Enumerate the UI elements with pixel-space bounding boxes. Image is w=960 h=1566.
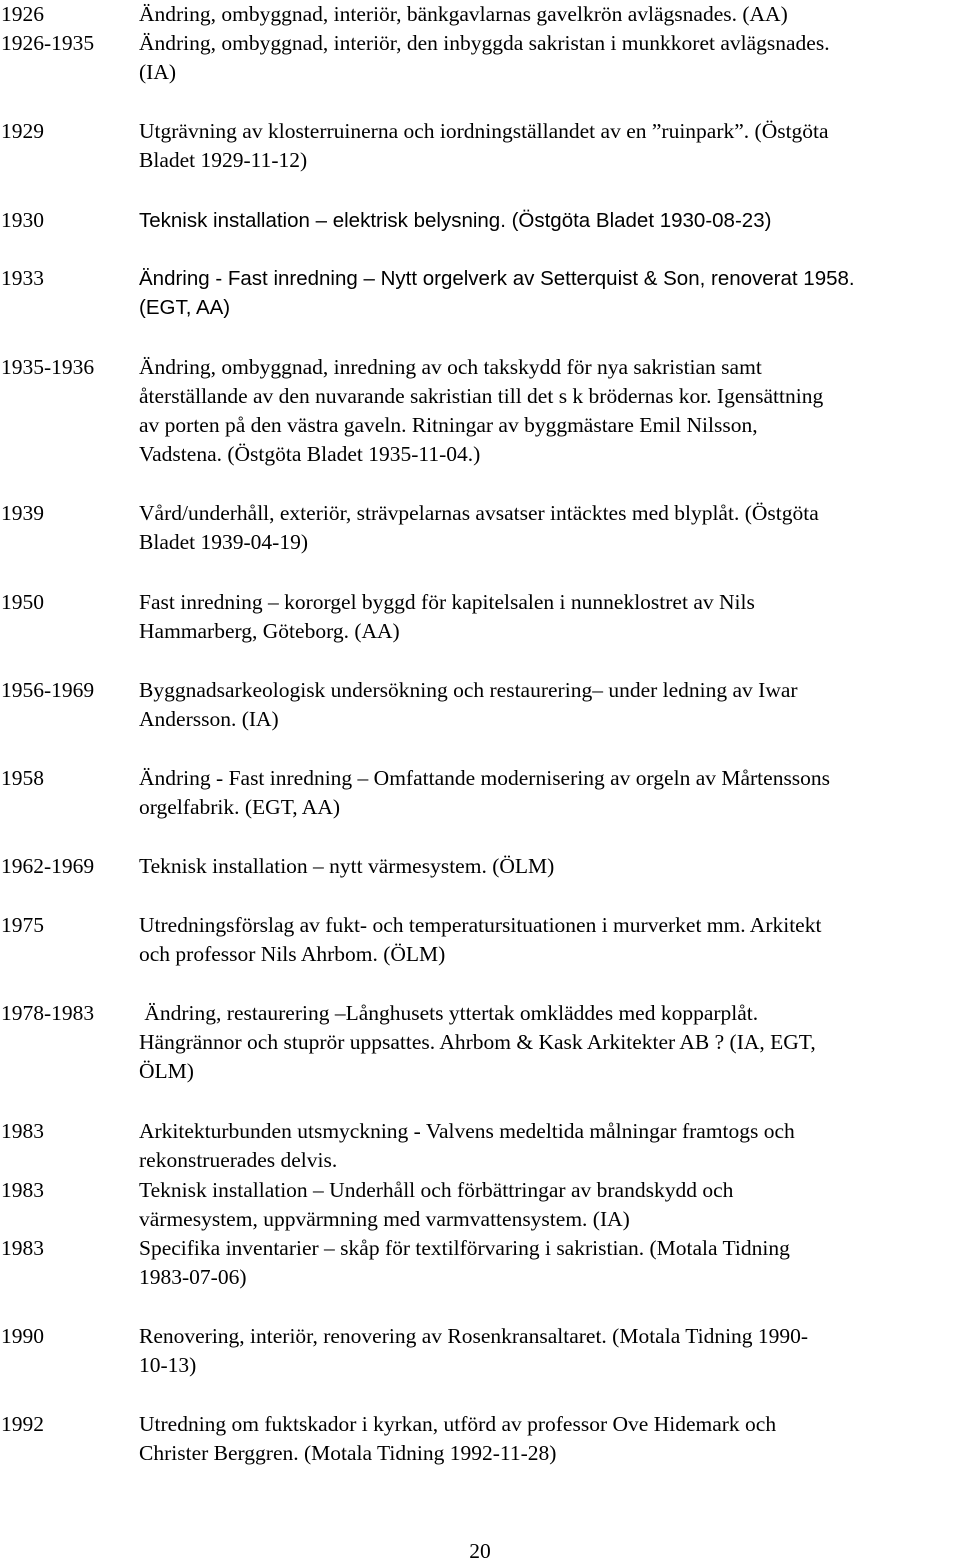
entry-line: Ändring, restaurering –Långhusets yttertak omkläddes med kopparplåt. [139,1001,759,1025]
entry-year: 1962-1969 [1,854,95,878]
entry-text [139,1234,959,1292]
entry-year: 1983 [1,1119,44,1143]
entry-line: Ändring, ombyggnad, inredning av och takskydd för nya sakristian samt [139,355,762,379]
entry-year: 1983 [1,1236,44,1260]
entry-line: rekonstruerades delvis. [139,1148,338,1172]
entry-text [139,117,959,175]
entry-year: 1990 [1,1324,44,1348]
entry-line: (EGT, AA) [139,296,231,319]
entry-text [139,1117,959,1175]
entry-line: Fast inredning – kororgel byggd för kapitelsalen i nunneklostret av Nils [139,590,755,614]
entry-line: Ändring - Fast inredning – Nytt orgelverk av Setterquist & Son, renoverat 1958. [139,267,855,290]
entry-year: 1958 [1,766,44,790]
entry-line: Andersson. (IA) [139,707,279,731]
entry-line: Ändring, ombyggnad, interiör, bänkgavlarnas gavelkrön avlägsnades. (AA) [139,2,788,26]
entry-year: 1950 [1,590,44,614]
entry-line: 10-13) [139,1353,197,1377]
entry-year: 1983 [1,1178,44,1202]
entry-line: Bladet 1929-11-12) [139,148,308,172]
entry-text [139,264,959,322]
entry-year: 1930 [1,208,44,232]
entry-line: återställande av den nuvarande sakristian till det s k brödernas kor. Igensättning [139,384,824,408]
entry-line: värmesystem, uppvärmning med varmvattensystem. (IA) [139,1207,630,1231]
entry-line: Specifika inventarier – skåp för textilförvaring i sakristian. (Motala Tidning [139,1236,790,1260]
entry-line: Arkitekturbunden utsmyckning - Valvens medeltida målningar framtogs och [139,1119,795,1143]
entry-text [139,764,959,822]
entry-line: orgelfabrik. (EGT, AA) [139,795,341,819]
entry-line: Renovering, interiör, renovering av Rosenkransaltaret. (Motala Tidning 1990- [139,1324,809,1348]
entry-text [139,676,959,734]
entry-line: Ändring, ombyggnad, interiör, den inbyggda sakristan i munkkoret avlägsnades. [139,31,830,55]
entry-year: 1926 [1,2,44,26]
entry-line: (IA) [139,60,177,84]
entry-text [139,206,959,235]
entry-line: Byggnadsarkeologisk undersökning och restaurering– under ledning av Iwar [139,678,798,702]
entry-line: av porten på den västra gaveln. Ritningar av byggmästare Emil Nilsson, [139,413,758,437]
entry-year: 1935-1936 [1,355,95,379]
entry-text [139,0,959,29]
entry-line: Christer Berggren. (Motala Tidning 1992-11-28) [139,1441,557,1465]
entry-text [139,1176,959,1234]
entry-line: 1983-07-06) [139,1265,247,1289]
entry-year: 1992 [1,1412,44,1436]
entry-year: 1933 [1,266,44,290]
entry-text [139,911,959,969]
entry-line: Utredningsförslag av fukt- och temperatursituationen i murverket mm. Arkitekt [139,913,822,937]
entry-line: Utgrävning av klosterruinerna och iordningställandet av en ”ruinpark”. (Östgöta [139,119,829,143]
entry-text [139,29,959,87]
entry-text [139,1410,959,1468]
entry-text [139,588,959,646]
entry-year: 1939 [1,501,44,525]
entry-text [139,499,959,557]
entry-line: Bladet 1939-04-19) [139,530,308,554]
entry-text [139,353,959,469]
entry-line: Teknisk installation – Underhåll och förbättringar av brandskydd och [139,1178,734,1202]
entry-year: 1978-1983 [1,1001,95,1025]
entry-text [139,999,959,1086]
entry-year: 1926-1935 [1,31,95,55]
entry-text [139,852,959,881]
entry-year: 1956-1969 [1,678,95,702]
page-number: 20 [469,1539,491,1563]
entry-year: 1929 [1,119,44,143]
entry-year: 1975 [1,913,44,937]
entry-line: och professor Nils Ahrbom. (ÖLM) [139,942,446,966]
entry-line: Ändring - Fast inredning – Omfattande modernisering av orgeln av Mårtenssons [139,766,831,790]
entry-line: Vård/underhåll, exteriör, strävpelarnas avsatser intäcktes med blyplåt. (Östgöta [139,501,819,525]
entry-line: Utredning om fuktskador i kyrkan, utförd av professor Ove Hidemark och [139,1412,777,1436]
entry-line: Hängrännor och stuprör uppsattes. Ahrbom & Kask Arkitekter AB ? (IA, EGT, [139,1030,816,1054]
entry-line: Teknisk installation – elektrisk belysning. (Östgöta Bladet 1930-08-23) [139,209,772,232]
entry-text [139,1322,959,1380]
entry-line: Vadstena. (Östgöta Bladet 1935-11-04.) [139,442,481,466]
entry-line: Teknisk installation – nytt värmesystem. (ÖLM) [139,854,555,878]
entry-line: Hammarberg, Göteborg. (AA) [139,619,400,643]
entry-line: ÖLM) [139,1059,194,1083]
